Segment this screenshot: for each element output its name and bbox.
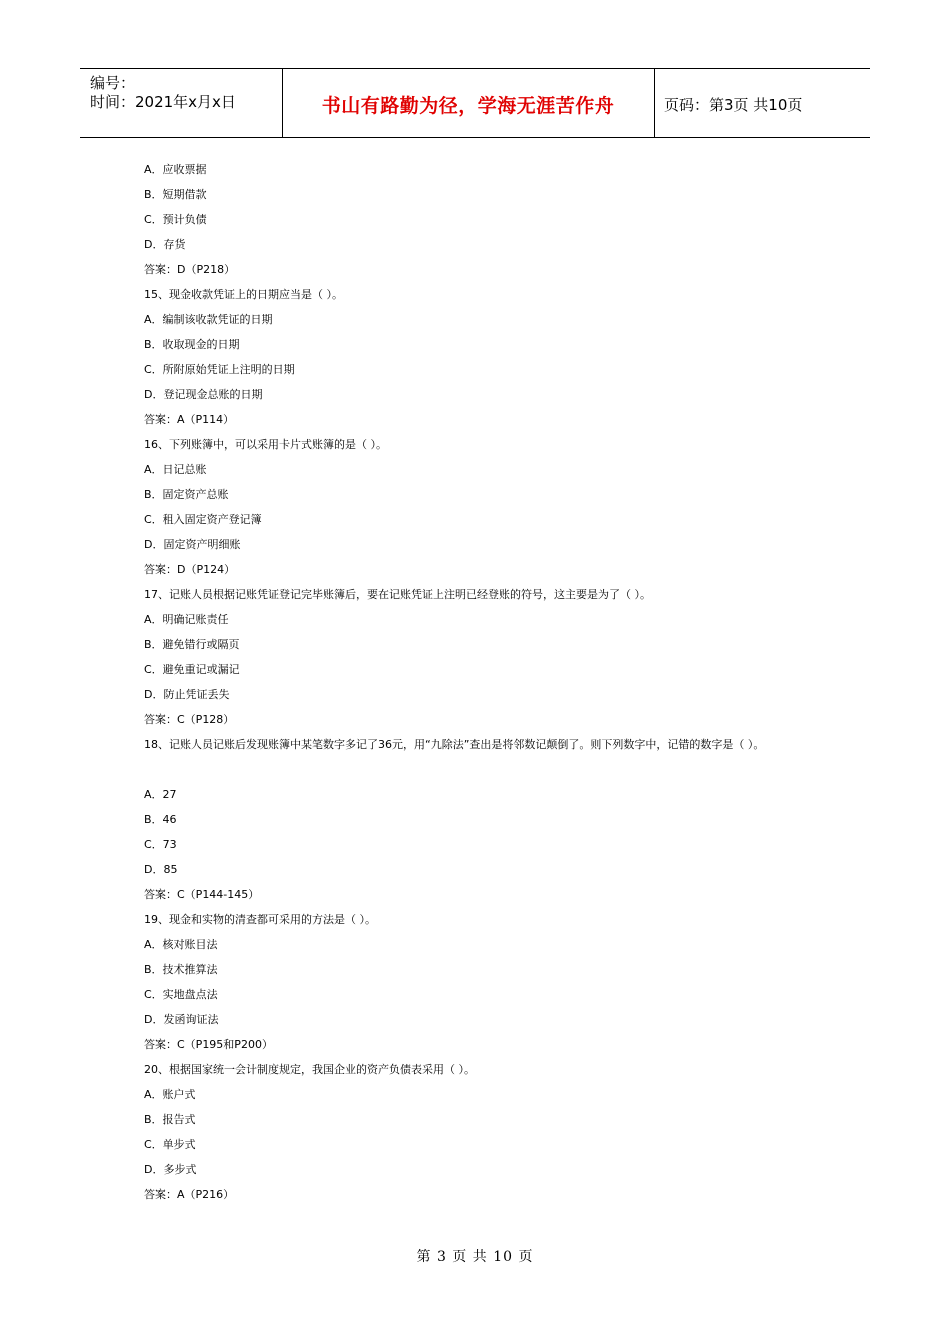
text-line: A．账户式 <box>144 1088 196 1101</box>
text-line: B．报告式 <box>144 1113 196 1126</box>
question-line: 15、现金收款凭证上的日期应当是（ ）。 <box>144 288 343 301</box>
answer-line: 答案：D（P218） <box>144 263 236 276</box>
answer-line: 答案：C（P128） <box>144 713 235 726</box>
question-line: 16、下列账簿中，可以采用卡片式账簿的是（ ）。 <box>144 438 387 451</box>
text-line: B．技术推算法 <box>144 963 218 976</box>
text-line: C．租入固定资产登记簿 <box>144 513 262 526</box>
text-line: C．预计负债 <box>144 213 207 226</box>
text-line: B．收取现金的日期 <box>144 338 240 351</box>
text-line: A．27 <box>144 788 177 801</box>
time-label: 时间：2021年x月x日 <box>90 93 236 111</box>
question-line: 18、记账人员记账后发现账簿中某笔数字多记了36元，用“九除法”查出是将邻数记颠倒了。则下列数字中，记错的数字是（ ）。 <box>144 738 765 751</box>
text-line: B．短期借款 <box>144 188 207 201</box>
page-info: 页码：第3页 共10页 <box>664 96 803 114</box>
question-line: 20、根据国家统一会计制度规定，我国企业的资产负债表采用（ ）。 <box>144 1063 475 1076</box>
page-footer: 第 3 页 共 10 页 <box>416 1249 534 1265</box>
text-line: B．避免错行或隔页 <box>144 638 240 651</box>
text-line: B．46 <box>144 813 177 826</box>
answer-line: 答案：C（P195和P200） <box>144 1038 273 1051</box>
text-line: A．核对账目法 <box>144 938 218 951</box>
document-header <box>80 68 870 138</box>
question-content <box>144 160 844 1210</box>
text-line: D．多步式 <box>144 1163 197 1176</box>
text-line: D．登记现金总账的日期 <box>144 388 263 401</box>
serial-label: 编号： <box>90 74 136 92</box>
text-line: A．编制该收款凭证的日期 <box>144 313 273 326</box>
motto: 书山有路勤为径，学海无涯苦作舟 <box>321 95 615 117</box>
header-middle-cell <box>282 69 655 137</box>
text-line: A．明确记账责任 <box>144 613 229 626</box>
text-line: D．存货 <box>144 238 186 251</box>
text-line: A．日记总账 <box>144 463 207 476</box>
answer-line: 答案：A（P114） <box>144 413 235 426</box>
text-line: D．防止凭证丢失 <box>144 688 230 701</box>
text-line: D．固定资产明细账 <box>144 538 241 551</box>
question-line: 19、现金和实物的清查都可采用的方法是（ ）。 <box>144 913 376 926</box>
answer-line: 答案：A（P216） <box>144 1188 235 1201</box>
text-line: B．固定资产总账 <box>144 488 229 501</box>
text-line: D．发函询证法 <box>144 1013 219 1026</box>
text-line: A．应收票据 <box>144 163 207 176</box>
text-line: C．实地盘点法 <box>144 988 218 1001</box>
text-line: C．避免重记或漏记 <box>144 663 240 676</box>
text-line: C．73 <box>144 838 177 851</box>
text-line: C．单步式 <box>144 1138 196 1151</box>
text-line: D．85 <box>144 863 178 876</box>
header-right-cell <box>655 69 870 137</box>
answer-line: 答案：D（P124） <box>144 563 236 576</box>
question-line: 17、记账人员根据记账凭证登记完毕账簿后，要在记账凭证上注明已经登账的符号，这主要是为了（ ）。 <box>144 588 651 601</box>
text-line: C．所附原始凭证上注明的日期 <box>144 363 295 376</box>
answer-line: 答案：C（P144-145） <box>144 888 260 901</box>
header-left-cell <box>80 69 283 137</box>
